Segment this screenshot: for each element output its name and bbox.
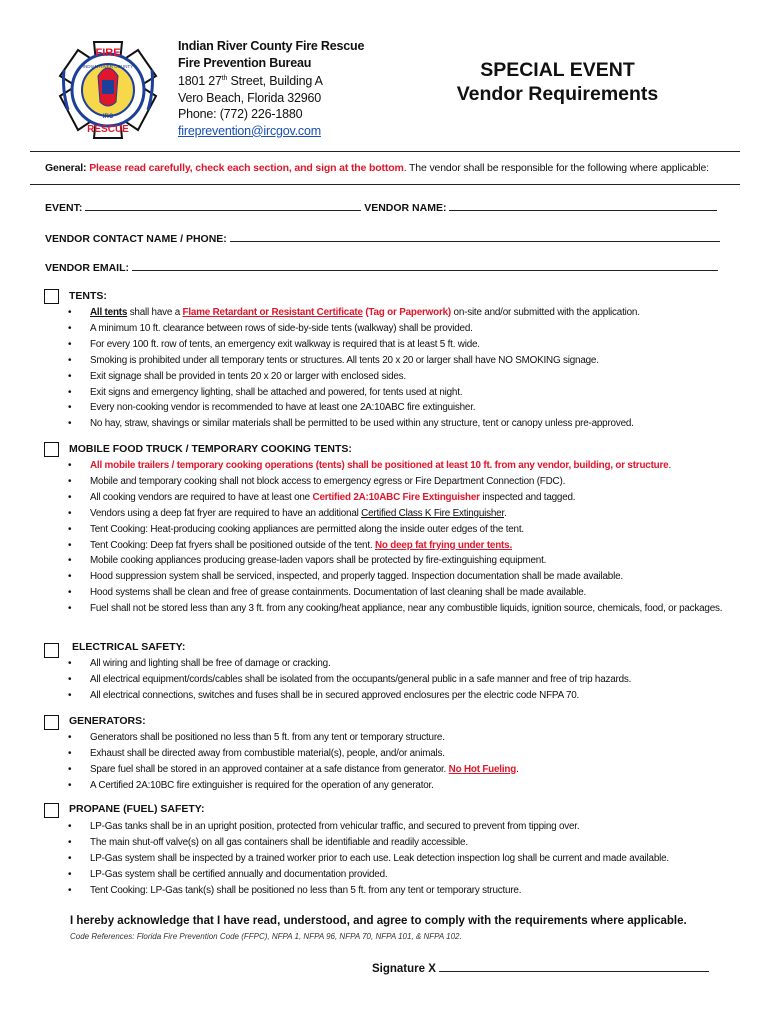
list-item: • The main shut-off valve(s) on all gas containers shall be identifiable and readily accessible. (64, 835, 669, 851)
event-row (45, 200, 717, 214)
general-divider (30, 184, 740, 185)
propane-checkbox[interactable] (44, 803, 59, 818)
list-item: • All cooking vendors are required to have at least one Certified 2A:10ABC Fire Extinguisher inspected and tagged. (64, 490, 730, 506)
org-name: Indian River County Fire Rescue (178, 39, 365, 53)
list-item: • All tents shall have a Flame Retardant or Resistant Certificate (Tag or Paperwork) on-site and/or submitted with the application. (64, 305, 640, 321)
event-label: EVENT: (45, 202, 83, 214)
propane-list (64, 819, 669, 899)
electrical-checkbox[interactable] (44, 643, 59, 658)
vendor-name-input[interactable] (449, 200, 717, 211)
food-truck-checkbox[interactable] (44, 442, 59, 457)
generators-checkbox[interactable] (44, 715, 59, 730)
organization-info (178, 38, 364, 139)
list-item: • A minimum 10 ft. clearance between rows of side-by-side tents (walkway) shall be provided. (64, 321, 640, 337)
list-item: • All mobile trailers / temporary cooking operations (tents) shall be positioned at least 10 ft. from any vendor, building, or structure. (64, 458, 730, 474)
list-item: • Spare fuel shall be stored in an approved container at a safe distance from generator. No Hot Fueling. (64, 762, 519, 778)
list-item: • All wiring and lighting shall be free of damage or cracking. (64, 656, 631, 672)
email-link[interactable]: fireprevention@ircgov.com (178, 123, 321, 138)
signature-input[interactable] (439, 961, 709, 972)
list-item: • All electrical connections, switches and fuses shall be in secured approved enclosures per the electric code NFPA 70. (64, 688, 631, 704)
email-row (45, 260, 718, 274)
list-item: • Tent Cooking: Deep fat fryers shall be positioned outside of the tent. No deep fat frying under tents. (64, 538, 730, 554)
tents-checkbox[interactable] (44, 289, 59, 304)
list-item: • A Certified 2A:10BC fire extinguisher is required for the operation of any generator. (64, 778, 519, 794)
document-title: SPECIAL EVENT Vendor Requirements (456, 59, 659, 105)
tents-list (64, 305, 640, 432)
svg-text:FIRE: FIRE (95, 47, 121, 59)
fire-rescue-logo (58, 40, 158, 140)
food-truck-title: MOBILE FOOD TRUCK / TEMPORARY COOKING TENTS: (69, 443, 352, 455)
general-instructions: General: Please read carefully, check each section, and sign at the bottom. The vendor shall be responsible for the following where applicable: (45, 162, 709, 174)
signature-label: Signature X (372, 963, 436, 975)
bureau-name: Fire Prevention Bureau (178, 55, 312, 70)
email-input[interactable] (132, 260, 718, 271)
list-item: • Tent Cooking: Heat-producing cooking appliances are permitted along the inside outer edges of the tent. (64, 522, 730, 538)
address: 1801 27th Street, Building A (178, 74, 323, 89)
list-item: • Fuel shall not be stored less than any 3 ft. from any cooking/heat appliance, near any combustible liquids, ignition source, chemicals, food, or packages. (64, 601, 730, 617)
list-item: • Mobile cooking appliances producing grease-laden vapors shall be protected by fire-extinguishing equipment. (64, 553, 730, 569)
svg-text:RESCUE: RESCUE (87, 124, 129, 135)
list-item: • Exit signs and emergency lighting, shall be attached and powered, for tents used at night. (64, 385, 640, 401)
list-item: • Generators shall be positioned no less than 5 ft. from any tent or temporary structure. (64, 730, 519, 746)
tents-title: TENTS: (69, 290, 107, 302)
event-input[interactable] (85, 200, 361, 211)
list-item: • Exhaust shall be directed away from combustible material(s), people, and/or animals. (64, 746, 519, 762)
list-item: • Mobile and temporary cooking shall not block access to emergency egress or Fire Department Connection (FDC). (64, 474, 730, 490)
svg-text:IRC: IRC (102, 114, 114, 120)
electrical-title: ELECTRICAL SAFETY: (72, 641, 186, 653)
generators-list (64, 730, 519, 794)
vendor-name-label: VENDOR NAME: (364, 202, 447, 214)
list-item: • Smoking is prohibited under all temporary tents or structures. All tents 20 x 20 or larger shall have NO SMOKING signage. (64, 353, 640, 369)
list-item: • All electrical equipment/cords/cables shall be isolated from the occupants/general public in a safe manner and free of trip hazards. (64, 672, 631, 688)
phone: Phone: (772) 226-1880 (178, 107, 303, 122)
list-item: • Hood suppression system shall be serviced, inspected, and properly tagged. Inspection documentation shall be made available. (64, 569, 730, 585)
list-item: • No hay, straw, shavings or similar materials shall be permitted to be used within any structure, tent or canopy unless pre-approved. (64, 416, 640, 432)
generators-title: GENERATORS: (69, 715, 146, 727)
list-item: • For every 100 ft. row of tents, an emergency exit walkway is required that is at least 5 ft. wide. (64, 337, 640, 353)
list-item: • Hood systems shall be clean and free of grease containments. Documentation of last cleaning shall be made available. (64, 585, 730, 601)
list-item: • LP-Gas system shall be certified annually and documentation provided. (64, 867, 669, 883)
list-item: • LP-Gas tanks shall be in an upright position, protected from vehicular traffic, and secured to prevent from tipping over. (64, 819, 669, 835)
list-item: • Exit signage shall be provided in tents 20 x 20 or larger with enclosed sides. (64, 369, 640, 385)
signature-row (372, 961, 709, 975)
contact-input[interactable] (230, 231, 720, 242)
list-item: • Vendors using a deep fat fryer are required to have an additional Certified Class K Fire Extinguisher. (64, 506, 730, 522)
code-references: Code References: Florida Fire Prevention Code (FFPC), NFPA 1, NFPA 96, NFPA 70, NFPA 101, & NFPA 102. (70, 932, 462, 941)
electrical-list (64, 656, 631, 704)
svg-text:INDIAN RIVER COUNTY: INDIAN RIVER COUNTY (82, 64, 134, 69)
food-truck-list (64, 458, 730, 617)
acknowledgement: I hereby acknowledge that I have read, understood, and agree to comply with the requirements where applicable. (70, 915, 687, 927)
city: Vero Beach, Florida 32960 (178, 90, 322, 105)
header-divider (30, 151, 740, 152)
list-item: • Every non-cooking vendor is recommended to have at least one 2A:10ABC fire extinguisher. (64, 400, 640, 416)
contact-label: VENDOR CONTACT NAME / PHONE: (45, 233, 227, 245)
propane-title: PROPANE (FUEL) SAFETY: (69, 803, 205, 815)
list-item: • Tent Cooking: LP-Gas tank(s) shall be positioned no less than 5 ft. from any tent or temporary structure. (64, 883, 669, 899)
email-label: VENDOR EMAIL: (45, 262, 129, 274)
contact-row (45, 231, 720, 245)
list-item: • LP-Gas system shall be inspected by a trained worker prior to each use. Leak detection inspection log shall be current and made available. (64, 851, 669, 867)
